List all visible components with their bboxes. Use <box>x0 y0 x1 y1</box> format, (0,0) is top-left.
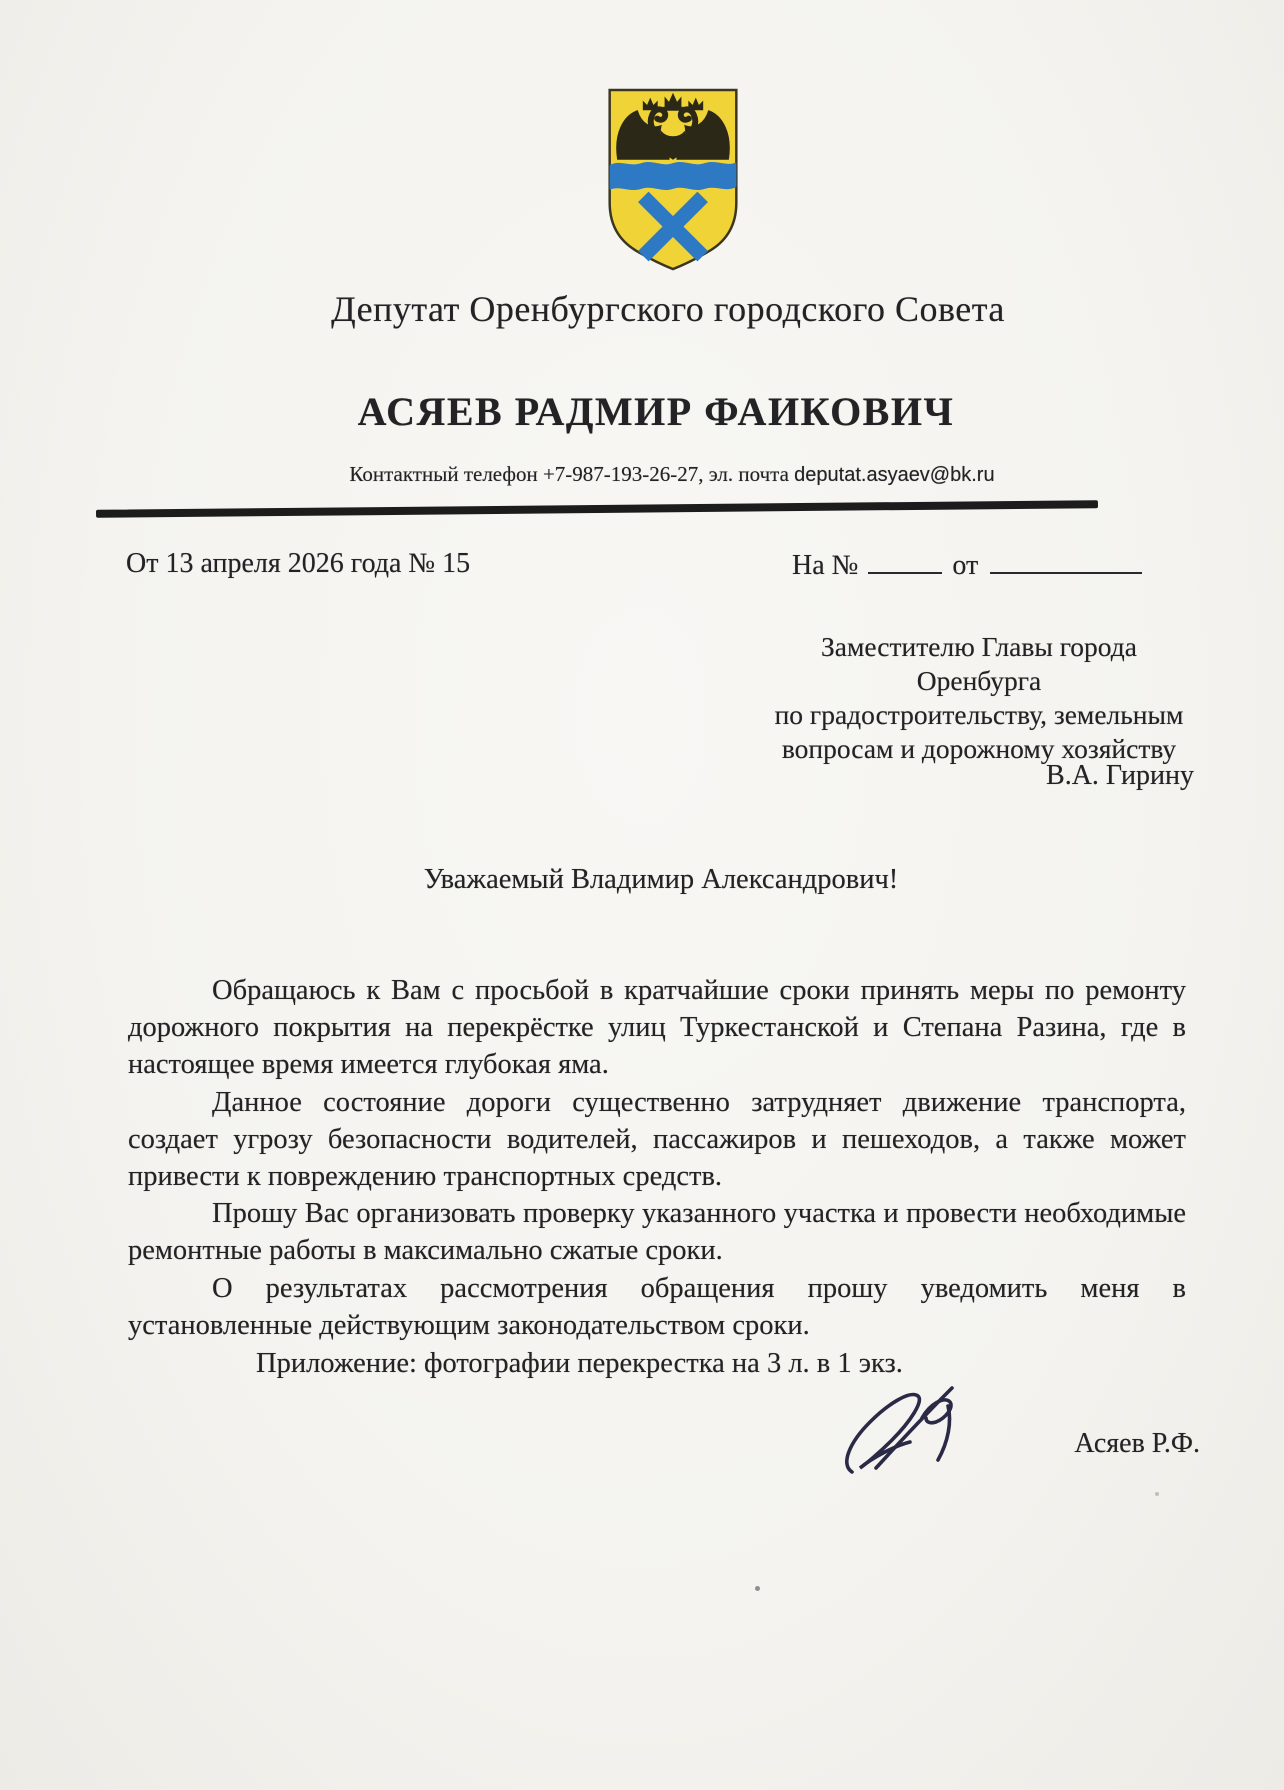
incoming-from-label: от <box>952 550 979 581</box>
addressee-person: В.А. Гирину <box>1046 760 1194 791</box>
incoming-number-blank <box>868 548 942 574</box>
body-paragraph: О результатах рассмотрения обращения прошу уведомить меня в установленные действующим законодательством сроки. <box>128 1272 1186 1341</box>
body-paragraph: Прошу Вас организовать проверку указанного участка и провести необходимые ремонтные работы в максимально сжатые сроки. <box>128 1198 1186 1267</box>
outgoing-number-line: От 13 апреля 2026 года № 15 <box>126 548 471 579</box>
addressee-block <box>758 630 1200 766</box>
body-paragraph: Данное состояние дороги существенно затрудняет движение транспорта, создает угрозу безопасности водителей, пассажиров и пешеходов, а также может привести к повреждению транспортных средств. <box>128 1086 1186 1193</box>
letterhead-contact-line <box>56 462 1284 487</box>
incoming-number-line <box>792 548 1142 582</box>
addressee-line: по градостроительству, земельным <box>774 699 1184 730</box>
orenburg-coat-of-arms-icon <box>602 86 744 274</box>
incoming-number-label: На № <box>792 550 859 581</box>
signature-name: Асяев Р.Ф. <box>1074 1428 1200 1459</box>
addressee-line: вопросам и дорожному хозяйству <box>781 733 1177 764</box>
salutation: Уважаемый Владимир Александрович! <box>423 864 899 895</box>
scan-speck <box>755 1586 760 1591</box>
contact-phone-text: Контактный телефон +7-987-193-26-27, эл. почта <box>349 462 795 486</box>
letterhead-divider-rule <box>96 500 1098 518</box>
incoming-date-blank <box>990 548 1142 574</box>
contact-email-text: deputat.asyaev@bk.ru <box>794 464 995 486</box>
attachment-line: Приложение: фотографии перекрестка на 3 л. в 1 экз. <box>256 1348 903 1379</box>
letterhead-deputy-name: АСЯЕВ РАДМИР ФАИКОВИЧ <box>357 389 955 434</box>
letterhead-org-line: Депутат Оренбургского городского Совета <box>331 289 1005 329</box>
addressee-line: Заместителю Главы города Оренбурга <box>821 631 1137 696</box>
body-paragraph: Обращаюсь к Вам с просьбой в кратчайшие сроки принять меры по ремонту дорожного покрытия на перекрёстке улиц Туркестанской и Степана Разина, где в настоящее время имеется глубокая яма. <box>128 975 1186 1081</box>
scan-speck <box>1155 1492 1159 1496</box>
letter-body <box>128 972 1186 1344</box>
